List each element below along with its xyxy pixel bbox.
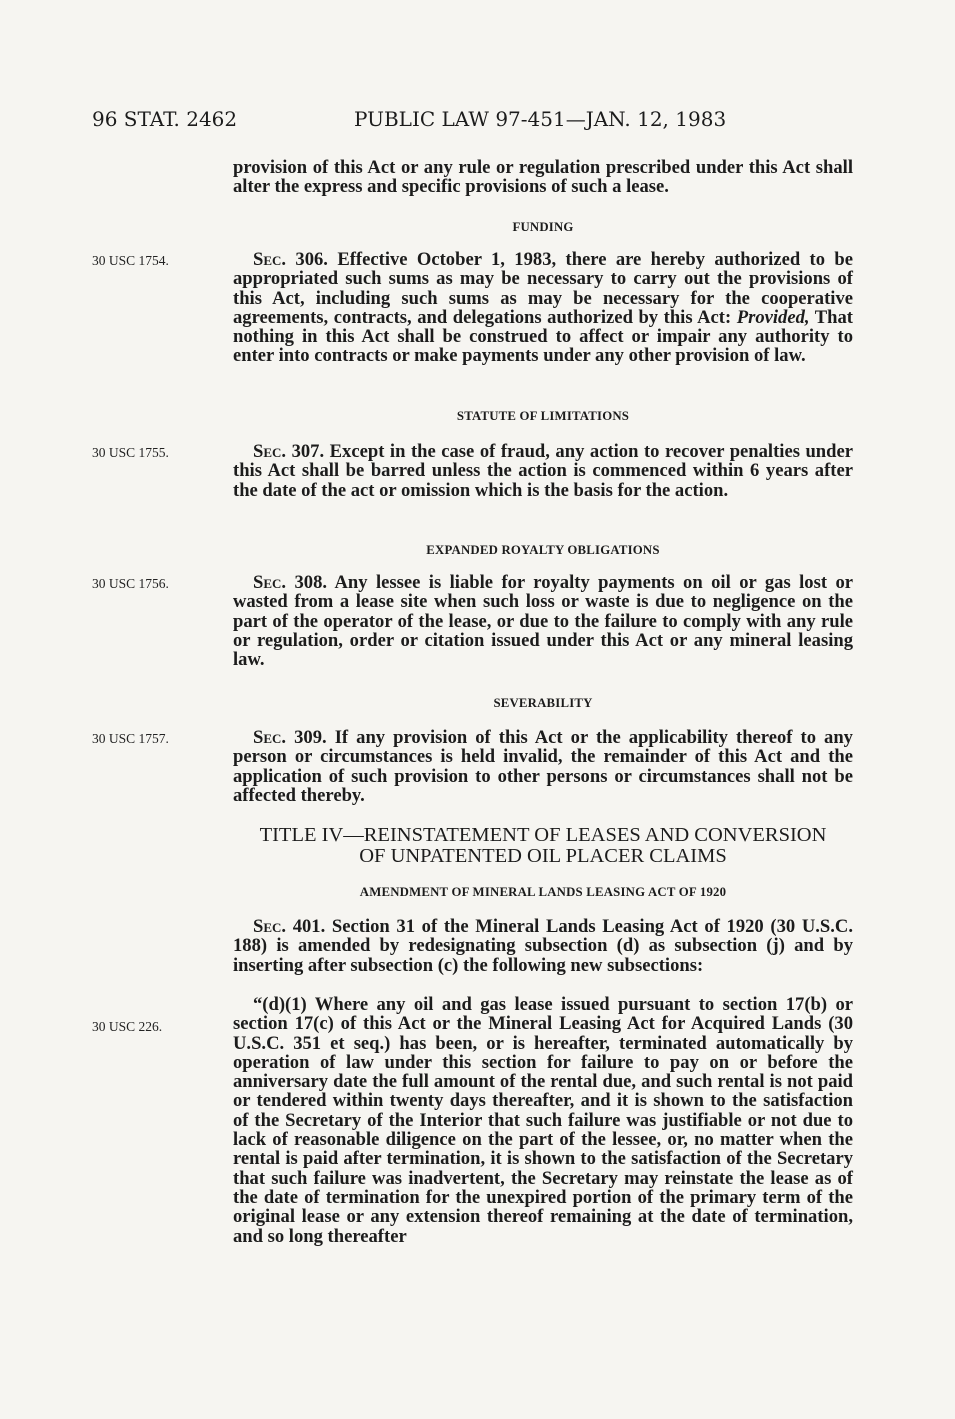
section-308-text: Any lessee is liable for royalty payments on oil or gas lost or wasted from a lease site when such loss or waste is due to negligence on the part of the operator of the lease, or due to the failure to comply with any rule or regulation, order or citation issued under this Act or any mineral leasing law.: [233, 572, 853, 671]
section-308-label: Sec. 308.: [253, 572, 328, 593]
section-307-paragraph: [233, 442, 853, 500]
section-309-label: Sec. 309.: [253, 727, 327, 748]
title-iv-line-1: TITLE IV—REINSTATEMENT OF LEASES AND CONVERSION: [259, 824, 827, 846]
continuation-paragraph: provision of this Act or any rule or regulation prescribed under this Act shall alter the express and specific provisions of such a lease.: [233, 157, 853, 198]
section-401-label: Sec. 401.: [253, 916, 326, 937]
stat-reference: 96 STAT. 2462: [92, 107, 238, 131]
section-309-paragraph: [233, 728, 853, 805]
margin-note-usc-1757: 30 USC 1757.: [92, 731, 169, 746]
section-307-text: Except in the case of fraud, any action to recover penalties under this Act shall be barred unless the action is commenced within 6 years after the date of the act or omission which is the basis for the action.: [233, 441, 853, 501]
section-401-quoted-subsection: “(d)(1) Where any oil and gas lease issued pursuant to section 17(b) or section 17(c) of this Act or the Mineral Leasing Act for Acquired Lands (30 U.S.C. 351 et seq.) has been, or is hereafter, terminated automatically by operation of law under this section for failure to pay on or before the anniversary date the full amount of the rental due, and such rental is not paid or tendered within twenty days thereafter, and it is shown to the satisfaction of the Secretary of the Interior that such failure was justifiable or not due to lack of reasonable diligence on the part of the lessee, or, no matter when the rental is paid after termination, it is shown to the satisfaction of the Secretary that such failure was inadvertent, the Secretary may reinstate the lease as of the date of termination for the unexpired portion of the primary term of the original lease or any extension thereof remaining at the date of termination, and so long thereafter: [233, 994, 853, 1247]
margin-note-usc-226: 30 USC 226.: [92, 1019, 163, 1034]
section-401-paragraph: [233, 917, 853, 975]
section-309-text: If any provision of this Act or the applicability thereof to any person or circumstances is held invalid, the remainder of this Act and the application of such provision to other persons or circumstances shall not be affected thereby.: [233, 727, 853, 806]
section-306-paragraph: [233, 250, 853, 366]
running-header: [92, 107, 852, 137]
margin-note-usc-1756: 30 USC 1756.: [92, 576, 169, 591]
section-heading-limitations: STATUTE OF LIMITATIONS: [456, 409, 630, 423]
section-307-label: Sec. 307.: [253, 441, 325, 462]
section-heading-funding: FUNDING: [512, 220, 574, 234]
section-heading-royalty: EXPANDED ROYALTY OBLIGATIONS: [426, 543, 660, 557]
section-306-text: Effective October 1, 1983, there are hereby authorized to be appropriated such sums as may be necessary to carry out the provisions of this Act, including such sums as may be necessary for the cooperative agreements, contracts, and delegations authorized by this Act:: [233, 249, 853, 328]
section-heading-severability: SEVERABILITY: [493, 696, 593, 710]
section-306-text-2: That nothing in this Act shall be construed to affect or impair any authority to enter into contracts or make payments under any other provision of law.: [233, 306, 853, 367]
section-306-label: Sec. 306.: [253, 249, 328, 270]
margin-note-usc-1755: 30 USC 1755.: [92, 445, 169, 460]
section-306-proviso: Provided,: [736, 306, 810, 328]
section-401-text: Section 31 of the Mineral Lands Leasing Act of 1920 (30 U.S.C. 188) is amended by redesignating subsection (d) as subsection (j) and by inserting after subsection (c) the following new subsections:: [233, 916, 853, 976]
margin-note-usc-1754: 30 USC 1754.: [92, 253, 169, 268]
section-heading-amendment: AMENDMENT OF MINERAL LANDS LEASING ACT OF 1920: [359, 885, 727, 899]
section-308-paragraph: [233, 573, 853, 669]
public-law-reference: PUBLIC LAW 97-451—JAN. 12, 1983: [354, 107, 727, 131]
title-iv-heading: [233, 825, 853, 866]
title-iv-line-2: OF UNPATENTED OIL PLACER CLAIMS: [359, 844, 727, 867]
